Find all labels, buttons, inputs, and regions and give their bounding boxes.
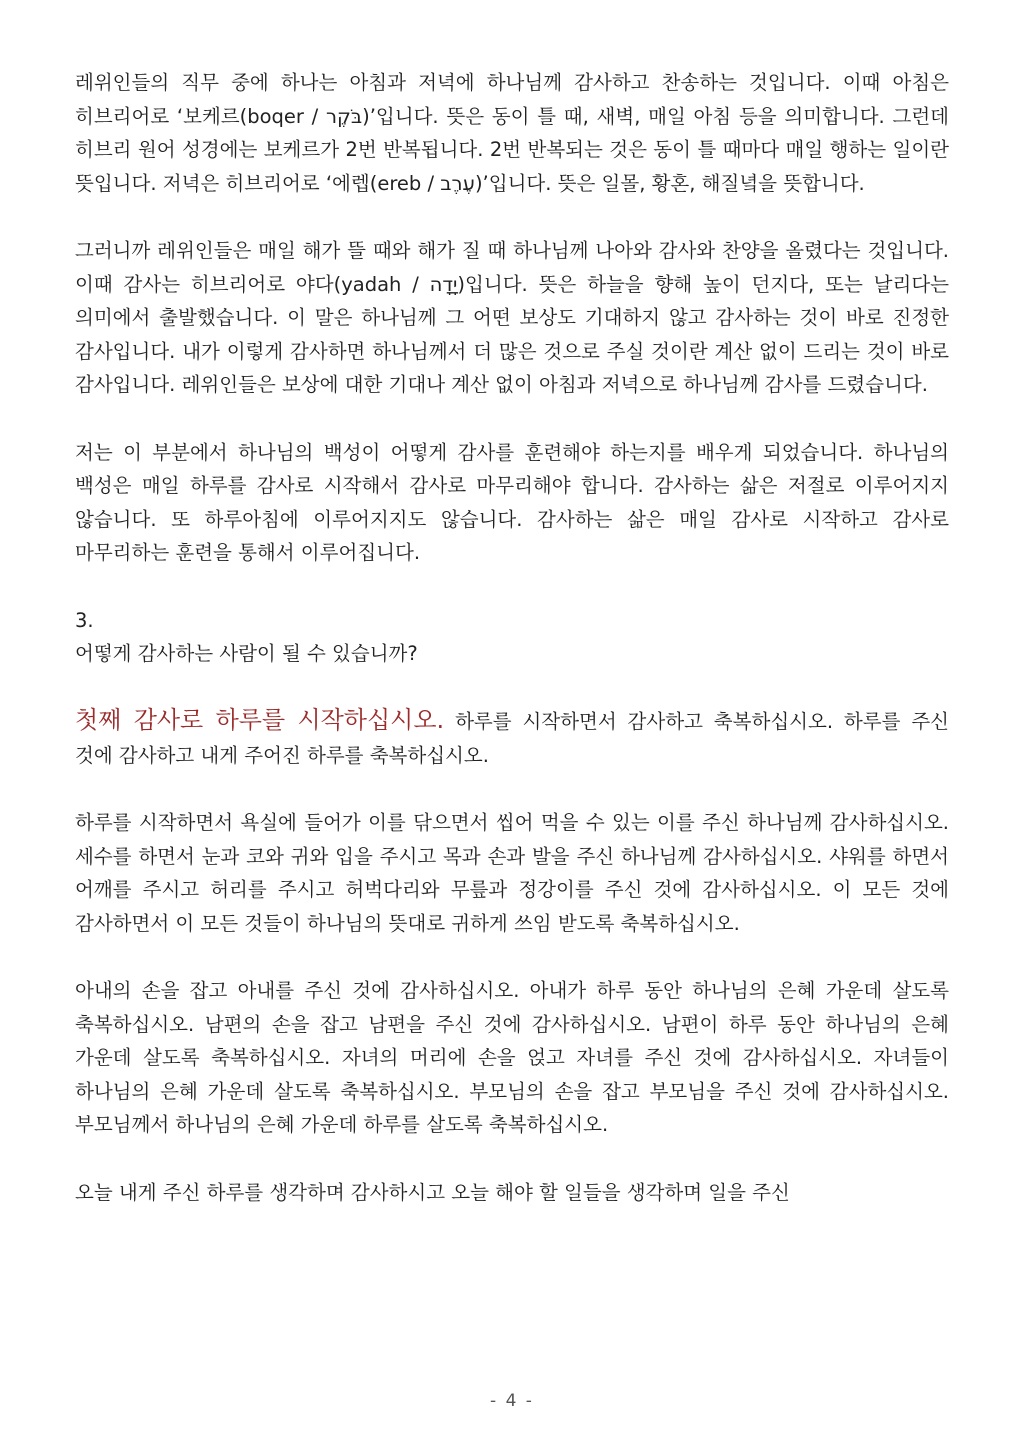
point-body: 하루를 시작하면서 감사하고 축복하십시오. 하루를 주신 것에 감사하고 내게 주어진 하루를 축복하십시오. xyxy=(75,710,949,767)
page-number: - 4 - xyxy=(490,1391,534,1411)
paragraph-first-point xyxy=(75,704,949,772)
point-heading: 첫째 감사로 하루를 시작하십시오. xyxy=(75,706,445,735)
document-body xyxy=(75,66,949,1243)
paragraph-yadah: 그러니까 레위인들은 매일 해가 뜰 때와 해가 질 때 하나님께 나아와 감사와 찬양을 올렸다는 것입니다. 이때 감사는 히브리어로 야다(yadah / יָדָה)입니다. 뜻은 하늘을 향해 높이 던지다, 또는 날리다는 의미에서 출발했습니다. 이 말은 하나님께 그 어떤 보상도 기대하지 않고 감사하는 것이 바로 진정한 감사입니다. 내가 이렇게 감사하면 하나님께서 더 많은 것으로 주실 것이란 계산 없이 드리는 것이 바로 감사입니다. 레위인들은 보상에 대한 기대나 계산 없이 아침과 저녁으로 하나님께 감사를 드렸습니다. xyxy=(75,238,949,397)
paragraph-family: 아내의 손을 잡고 아내를 주신 것에 감사하십시오. 아내가 하루 동안 하나님의 은혜 가운데 살도록 축복하십시오. 남편의 손을 잡고 남편을 주신 것에 감사하십시오. 남편이 하루 동안 하나님의 은혜 가운데 살도록 축복하십시오. 자녀의 머리에 손을 얹고 자녀를 주신 것에 감사하십시오. 자녀들이 하나님의 은혜 가운데 살도록 축복하십시오. 부모님의 손을 잡고 부모님을 주신 것에 감사하십시오. 부모님께서 하나님의 은혜 가운데 하루를 살도록 축복하십시오. xyxy=(75,979,949,1137)
paragraph-bathroom: 하루를 시작하면서 욕실에 들어가 이를 닦으면서 씹어 먹을 수 있는 이를 주신 하나님께 감사하십시오. 세수를 하면서 눈과 코와 귀와 입을 주시고 목과 손과 발을 주신 하나님께 감사하십시오. 샤워를 하면서 어깨를 주시고 허리를 주시고 허벅다리와 무릎과 정강이를 주신 것에 감사하십시오. 이 모든 것에 감사하면서 이 모든 것들이 하나님의 뜻대로 귀하게 쓰임 받도록 축복하십시오. xyxy=(75,811,949,935)
section-number: 3. xyxy=(75,608,94,632)
paragraph-morning-evening: 레위인들의 직무 중에 하나는 아침과 저녁에 하나님께 감사하고 찬송하는 것입니다. 이때 아침은 히브리어로 ‘보케르(boqer / בֹּקֶר)’입니다. 뜻은 동이 틀 때, 새벽, 매일 아침 등을 의미합니다. 그런데 히브리 원어 성경에는 보케르가 2번 반복됩니다. 2번 반복되는 것은 동이 틀 때마다 매일 행하는 일이란 뜻입니다. 저녁은 히브리어로 ‘에렙(ereb / עֶרֶב)’입니다. 뜻은 일몰, 황혼, 해질녘을 뜻합니다. xyxy=(75,71,949,195)
paragraph-training: 저는 이 부분에서 하나님의 백성이 어떻게 감사를 훈련해야 하는지를 배우게 되었습니다. 하나님의 백성은 매일 하루를 감사로 시작해서 감사로 마무리해야 합니다. 감사하는 삶은 저절로 이루어지지 않습니다. 또 하루아침에 이루어지지도 않습니다. 감사하는 삶은 매일 감사로 시작하고 감사로 마무리하는 훈련을 통해서 이루어집니다. xyxy=(75,440,949,565)
section-question: 어떻게 감사하는 사람이 될 수 있습니까? xyxy=(75,642,418,666)
paragraph-today: 오늘 내게 주신 하루를 생각하며 감사하시고 오늘 해야 할 일들을 생각하며 일을 주신 xyxy=(75,1180,790,1204)
